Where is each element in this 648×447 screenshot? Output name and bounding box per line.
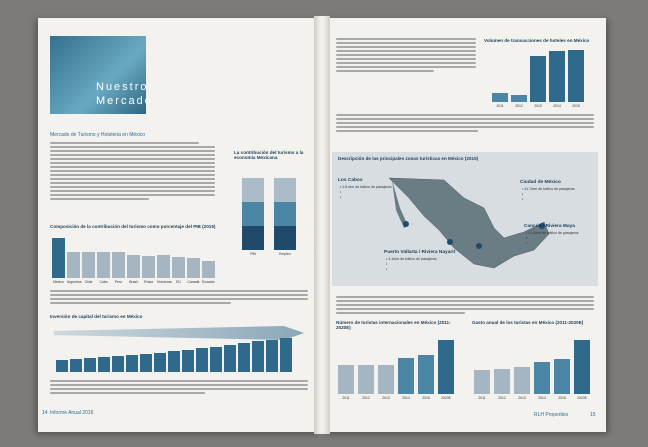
hero-title-line1: Nuestro xyxy=(96,81,149,93)
chart4-labels xyxy=(492,104,584,108)
chart3-bars xyxy=(56,336,292,372)
hero-title-line2: Mercado xyxy=(96,95,153,107)
bar-label: 2020E xyxy=(441,396,451,400)
body-text-3 xyxy=(50,380,308,396)
chart-bar xyxy=(438,340,454,394)
chart5-heading: Número de turistas internacionales en México (2011-2020E) xyxy=(336,320,451,330)
bar-label: EU xyxy=(176,280,181,284)
bar-label: 2012 xyxy=(515,104,523,108)
bar-label: 2020E xyxy=(577,396,587,400)
page-number-left: 14 xyxy=(42,410,48,416)
chart-bar xyxy=(126,355,138,372)
chart-bar xyxy=(568,50,584,102)
chart-bar xyxy=(154,353,166,372)
chart-bar xyxy=(338,365,354,394)
chart-bar xyxy=(511,95,527,102)
map-region-title: Ciudad de México xyxy=(520,180,561,185)
bar-label: Argentina xyxy=(67,280,82,284)
chart-bar xyxy=(492,93,508,102)
chart-bar xyxy=(514,367,530,394)
chart-bar xyxy=(398,358,414,394)
chart-bar xyxy=(172,257,185,278)
chart-bar xyxy=(67,252,80,278)
chart-bar xyxy=(196,348,208,372)
chart-bar xyxy=(378,365,394,394)
region-bullet: • 4.1mm de tráfico de pasajeros xyxy=(386,257,437,261)
region-bullet: • xyxy=(340,195,342,199)
chart-bar xyxy=(574,340,590,394)
body-text-5 xyxy=(336,114,594,134)
bar-label: 2013 xyxy=(382,396,390,400)
bar-label: 2014 xyxy=(553,104,561,108)
body-text-2 xyxy=(50,290,308,306)
bar-label: 2015 xyxy=(558,396,566,400)
page-number-right: 15 xyxy=(590,412,596,418)
chart-bar xyxy=(70,359,82,372)
map-region-title: Cancún / Riviera Maya xyxy=(524,224,575,229)
chart-bar xyxy=(210,347,222,372)
bar-label: 2013 xyxy=(534,104,542,108)
chart-bar xyxy=(112,356,124,372)
chart-bar xyxy=(127,255,140,278)
bar-label: 2015 xyxy=(422,396,430,400)
bar-label: 2014 xyxy=(402,396,410,400)
map-region-bullets xyxy=(386,257,437,272)
region-bullet: • xyxy=(386,267,388,271)
chart-bar xyxy=(157,255,170,278)
chart-bar xyxy=(52,238,65,278)
stack-label: Empleo xyxy=(279,252,291,256)
map-heading: Descripción de las principales zonas turísticas en México (2015) xyxy=(338,156,479,161)
chart-bar xyxy=(182,350,194,372)
chart-bar xyxy=(530,56,546,102)
stack-empleo xyxy=(274,178,296,250)
footer-right: RLH Properties xyxy=(534,412,569,418)
bar-label: Rusia xyxy=(144,280,153,284)
chart2-heading: La contribución del turismo a la economía Mexicana xyxy=(234,150,304,160)
region-bullet: • xyxy=(522,192,524,196)
left-page xyxy=(38,18,320,432)
bar-label: 2011 xyxy=(478,396,486,400)
chart-bar xyxy=(224,345,236,372)
bar-label: 2012 xyxy=(498,396,506,400)
chart6-labels xyxy=(474,396,590,400)
bar-label: Cuba xyxy=(99,280,108,284)
chart-bar xyxy=(112,252,125,278)
map-region-title: Los Cabos xyxy=(338,178,363,183)
region-bullet: • xyxy=(526,236,528,240)
chart-bar xyxy=(252,341,264,372)
chart1-heading: Composición de la contribución del turismo como porcentaje del PIB (2015) xyxy=(50,224,216,229)
stack-pib xyxy=(242,178,264,250)
chart4-bars xyxy=(492,48,584,102)
region-bullet: • 1.8 mm de tráfico de pasajeros xyxy=(340,185,392,189)
chart-bar xyxy=(280,338,292,372)
bar-label: 2015 xyxy=(572,104,580,108)
stack-label: PIB xyxy=(250,252,256,256)
map-region-bullets xyxy=(340,185,392,200)
map-region-bullets xyxy=(526,231,579,246)
bar-label: Chile xyxy=(84,280,93,284)
hero-title xyxy=(96,80,153,108)
chart-bar xyxy=(534,362,550,394)
bar-label: Ecuador xyxy=(202,280,215,284)
bar-label: 2011 xyxy=(496,104,504,108)
bar-label: 2014 xyxy=(538,396,546,400)
chart-bar xyxy=(98,357,110,372)
bar-label: 2011 xyxy=(342,396,350,400)
region-bullet: • 41.7mm de tráfico de pasajeros xyxy=(522,187,575,191)
open-report-spread xyxy=(38,10,612,440)
chart-bar xyxy=(238,343,250,372)
chart-bar xyxy=(97,252,110,278)
chart-bar xyxy=(266,340,278,372)
chart-bar xyxy=(474,370,490,394)
right-page xyxy=(324,18,606,432)
chart-bar xyxy=(358,365,374,394)
map-region-title: Puerto Vallarta / Riviera Nayarit xyxy=(384,250,456,255)
region-bullet: • xyxy=(340,190,342,194)
bar-label: Perú xyxy=(114,280,123,284)
bar-label: Canadá xyxy=(187,280,200,284)
section-subtitle: Mercado de Turismo y Hoteleria en México xyxy=(50,132,146,138)
chart6-heading: Gasto anual de los turistas en México (2011-2020E) xyxy=(472,320,584,325)
region-bullet: • 21.4mm de tráfico de pasajeros xyxy=(526,231,579,235)
chart-bar xyxy=(168,351,180,372)
chart6-bars xyxy=(474,338,590,394)
chart-bar xyxy=(549,51,565,102)
chart1-labels xyxy=(52,280,215,284)
chart2-labels xyxy=(242,252,296,256)
bar-label: Brasil xyxy=(129,280,138,284)
body-text-4 xyxy=(336,38,476,74)
chart-bar xyxy=(140,354,152,372)
footer-left: Informe Anual 2016 xyxy=(50,410,94,416)
chart-bar xyxy=(142,256,155,278)
region-bullet: • xyxy=(526,241,528,245)
body-text-6 xyxy=(336,296,594,316)
body-text-1 xyxy=(50,142,215,202)
chart-bar xyxy=(554,359,570,394)
book-gutter xyxy=(314,16,330,434)
chart3-heading: Inversión de capital del turismo en México xyxy=(50,314,143,319)
chart-bar xyxy=(418,355,434,394)
chart-bar xyxy=(56,360,68,372)
bar-label: Honduras xyxy=(157,280,172,284)
chart-bar xyxy=(202,261,215,278)
bar-label: Mexico xyxy=(53,280,64,284)
map-region-bullets xyxy=(522,187,575,202)
bar-label: 2012 xyxy=(362,396,370,400)
chart-bar xyxy=(494,369,510,394)
chart-bar xyxy=(82,252,95,278)
chart-bar xyxy=(187,258,200,278)
region-bullet: • xyxy=(386,262,388,266)
chart5-bars xyxy=(338,338,454,394)
chart4-heading: Volumen de transacciones de hoteles en México xyxy=(484,38,590,43)
chart-bar xyxy=(84,358,96,372)
chart5-labels xyxy=(338,396,454,400)
chart1-bars xyxy=(52,236,215,278)
region-bullet: • xyxy=(522,197,524,201)
bar-label: 2013 xyxy=(518,396,526,400)
